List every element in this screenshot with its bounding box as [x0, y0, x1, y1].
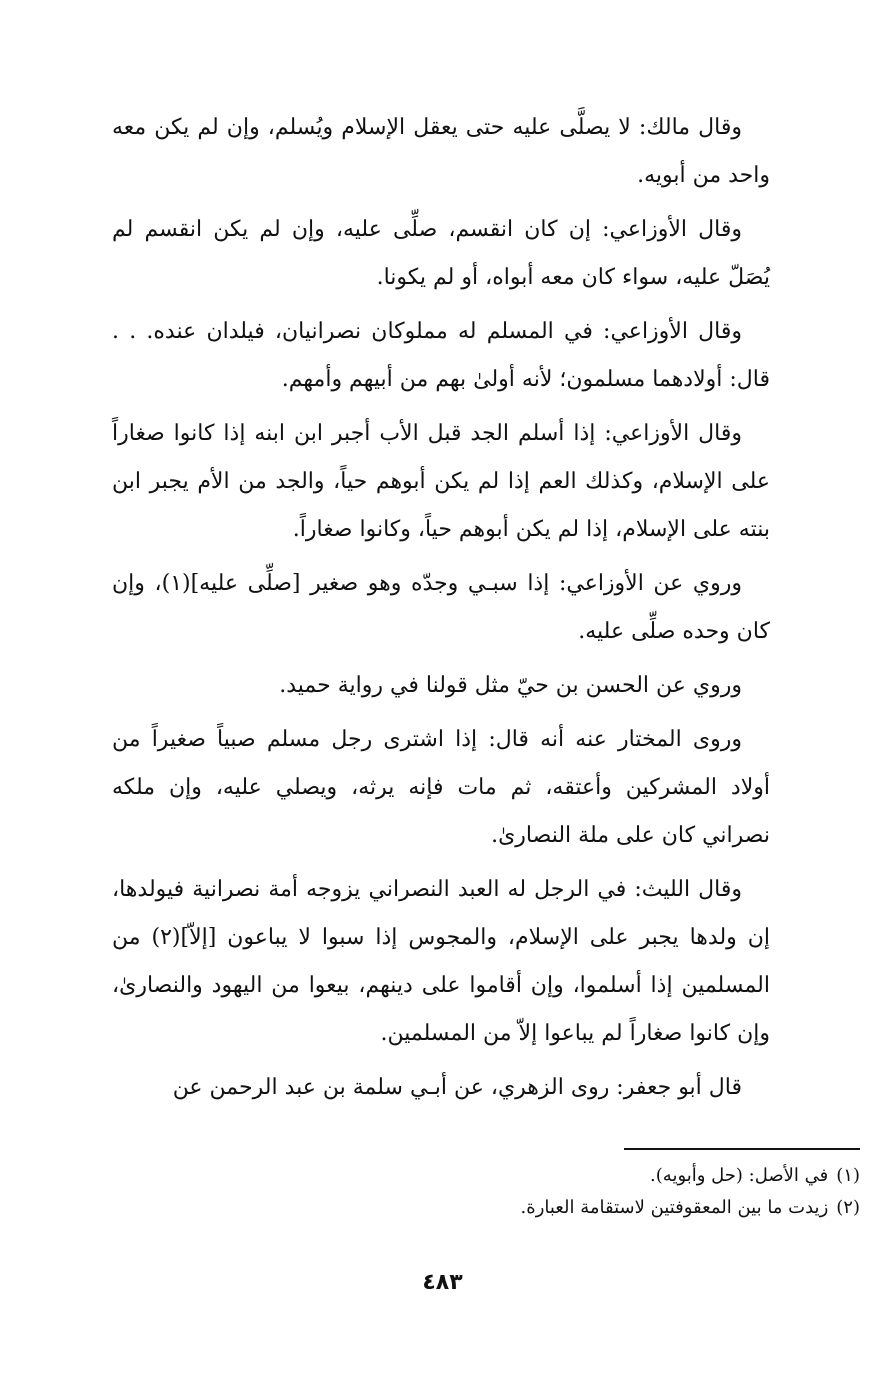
paragraph-7: وروى المختار عنه أنه قال: إذا اشترى رجل مسلم صبياً صغيراً من أولاد المشركين وأعتقه، ثم مات فإنه يرثه، ويصلي عليه، وإن ملكه نصراني كان على ملة النصارىٰ. [112, 727, 770, 848]
page-number: ٤٨٣ [422, 1270, 463, 1295]
footnote-text: زيدت ما بين المعقوفتين لاستقامة العبارة. [520, 1197, 829, 1218]
paragraph-1: وقال مالك: لا يصلَّى عليه حتى يعقل الإسلام ويُسلم، وإن لم يكن معه واحد من أبويه. [112, 115, 770, 188]
paragraph-3: وقال الأوزاعي: في المسلم له مملوكان نصرانيان، فيلدان عنده. . . قال: أولادهما مسلمون؛ لأنه أولىٰ بهم من أبيهم وأمهم. [112, 319, 770, 392]
footnotes [400, 1160, 860, 1224]
paragraph-2: وقال الأوزاعي: إن كان انقسم، صلِّى عليه، وإن لم يكن انقسم لم يُصَلّ عليه، سواء كان معه أبواه، أو لم يكونا. [112, 217, 770, 290]
footnote-number: (١) [836, 1165, 860, 1186]
paragraph-8: وقال الليث: في الرجل له العبد النصراني يزوجه أمة نصرانية فيولدها، إن ولدها يجبر على الإسلام، والمجوس إذا سبوا لا يباعون [إلاّ](٢) من المسلمين إذا أسلموا، وإن أقاموا على دينهم، بيعوا من اليهود والنصارىٰ، وإن كانوا صغاراً لم يباعوا إلاّ من المسلمين. [112, 877, 770, 1046]
footnote-1 [400, 1160, 860, 1192]
paragraph-4: وقال الأوزاعي: إذا أسلم الجد قبل الأب أجبر ابن ابنه إذا كانوا صغاراً على الإسلام، وكذلك العم إذا لم يكن أبوهم حياً، والجد من الأم يجبر ابن بنته على الإسلام، إذا لم يكن أبوهم حياً، وكانوا صغاراً. [112, 421, 770, 542]
paragraph-9: قال أبو جعفر: روى الزهري، عن أبـي سلمة بن عبد الرحمن عن [172, 1075, 742, 1100]
footnote-2 [400, 1192, 860, 1224]
footnote-text: في الأصل: (حل وأبويه). [650, 1165, 829, 1186]
paragraph-6: وروي عن الحسن بن حيّ مثل قولنا في رواية حميد. [279, 673, 742, 698]
footnote-number: (٢) [836, 1197, 860, 1218]
main-text [112, 104, 770, 1118]
footnote-divider [624, 1148, 860, 1150]
paragraph-5: وروي عن الأوزاعي: إذا سبـي وجدّه وهو صغير [صلِّى عليه](١)، وإن كان وحده صلِّى عليه. [112, 571, 770, 644]
